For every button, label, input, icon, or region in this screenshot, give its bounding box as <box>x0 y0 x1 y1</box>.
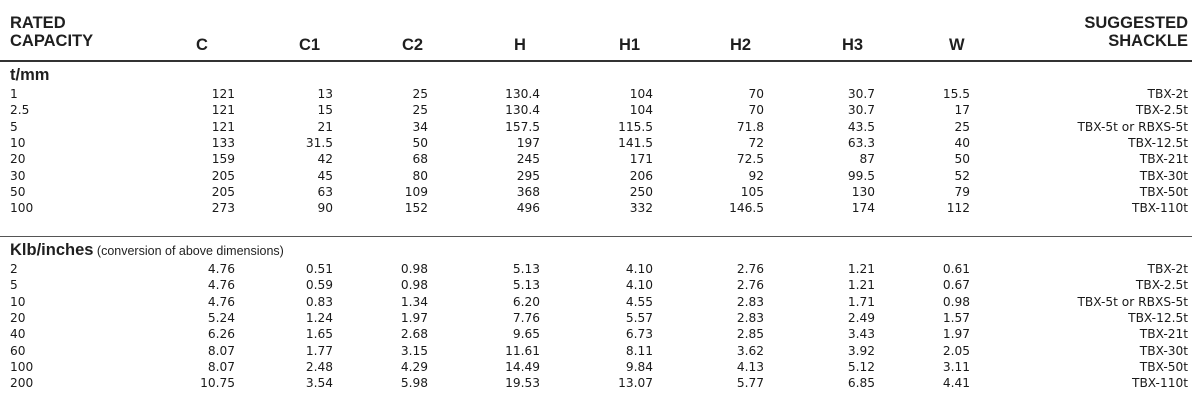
cell-h2: 105 <box>740 184 764 199</box>
cell-shackle: TBX-21t <box>1139 152 1188 167</box>
cell-h2: 2.85 <box>736 327 764 342</box>
rated-capacity-header-line1: RATED <box>10 14 66 32</box>
cell-h3: 99.5 <box>847 168 875 183</box>
cell-c: 8.07 <box>207 343 235 358</box>
cell-c1: 0.59 <box>305 278 333 293</box>
table-row <box>0 375 1200 391</box>
cell-shackle: TBX-50t <box>1139 359 1188 374</box>
table-row <box>0 86 1200 102</box>
cell-w: 79 <box>954 184 970 199</box>
cell-h1: 13.07 <box>618 376 653 391</box>
section-note: (conversion of above dimensions) <box>93 244 284 258</box>
cell-c1: 1.77 <box>305 343 333 358</box>
cell-h: 295 <box>516 168 540 183</box>
cell-h3: 87 <box>859 152 875 167</box>
cell-h1: 6.73 <box>625 327 653 342</box>
cell-c: 4.76 <box>207 294 235 309</box>
cell-shackle: TBX-2t <box>1147 262 1188 276</box>
cell-c: 273 <box>211 201 235 216</box>
column-header-h2: H2 <box>730 36 752 54</box>
table-row <box>0 135 1200 151</box>
cell-c1: 1.65 <box>305 327 333 342</box>
cell-c: 133 <box>211 135 235 150</box>
cell-h3: 30.7 <box>847 103 875 118</box>
table-header <box>0 14 1200 60</box>
cell-capacity: 10 <box>10 135 26 150</box>
cell-w: 1.97 <box>942 327 970 342</box>
cell-shackle: TBX-2t <box>1147 87 1188 101</box>
cell-h: 130.4 <box>505 103 540 118</box>
cell-h: 157.5 <box>505 119 540 134</box>
table-row <box>0 184 1200 200</box>
cell-w: 52 <box>954 168 970 183</box>
cell-capacity: 10 <box>10 294 26 309</box>
cell-c2: 3.15 <box>400 343 428 358</box>
table-row <box>0 151 1200 167</box>
cell-shackle: TBX-5t or RBXS-5t <box>1077 294 1188 309</box>
cell-h: 11.61 <box>505 343 540 358</box>
cell-c1: 3.54 <box>305 376 333 391</box>
cell-h1: 5.57 <box>625 310 653 325</box>
cell-shackle: TBX-30t <box>1139 168 1188 183</box>
cell-h3: 43.5 <box>847 119 875 134</box>
cell-shackle: TBX-2.5t <box>1135 103 1188 118</box>
cell-shackle: TBX-110t <box>1132 376 1188 391</box>
cell-w: 25 <box>954 119 970 134</box>
cell-shackle: TBX-12.5t <box>1128 310 1188 325</box>
cell-h: 5.13 <box>512 262 540 276</box>
column-header-h: H <box>514 36 526 54</box>
cell-h1: 104 <box>629 87 653 101</box>
cell-h2: 71.8 <box>736 119 764 134</box>
cell-c2: 2.68 <box>400 327 428 342</box>
cell-w: 0.67 <box>942 278 970 293</box>
cell-c: 121 <box>211 119 235 134</box>
table-row <box>0 326 1200 342</box>
cell-h1: 104 <box>629 103 653 118</box>
cell-h: 130.4 <box>505 87 540 101</box>
section-title-text: t/mm <box>10 66 50 84</box>
rated-capacity-header <box>10 14 93 50</box>
column-header-w: W <box>949 36 965 54</box>
table-row <box>0 102 1200 118</box>
cell-h3: 174 <box>851 201 875 216</box>
cell-h: 7.76 <box>512 310 540 325</box>
header-rule <box>0 60 1192 62</box>
section-title-text: Klb/inches <box>10 241 94 259</box>
cell-c1: 13 <box>317 87 333 101</box>
cell-c2: 109 <box>404 184 428 199</box>
cell-h3: 63.3 <box>847 135 875 150</box>
cell-c: 6.26 <box>207 327 235 342</box>
cell-h3: 2.49 <box>847 310 875 325</box>
cell-h1: 171 <box>629 152 653 167</box>
cell-c: 8.07 <box>207 359 235 374</box>
cell-w: 40 <box>954 135 970 150</box>
cell-h1: 115.5 <box>618 119 653 134</box>
column-header-c: C <box>196 36 208 54</box>
cell-capacity: 2 <box>10 262 18 276</box>
cell-c1: 0.51 <box>305 262 333 276</box>
cell-c1: 1.24 <box>305 310 333 325</box>
cell-capacity: 60 <box>10 343 26 358</box>
column-header-c2: C2 <box>402 36 424 54</box>
cell-h1: 141.5 <box>618 135 653 150</box>
cell-c2: 80 <box>412 168 428 183</box>
cell-c: 159 <box>211 152 235 167</box>
cell-h1: 332 <box>629 201 653 216</box>
cell-shackle: TBX-5t or RBXS-5t <box>1077 119 1188 134</box>
table-row <box>0 168 1200 184</box>
table-row <box>0 310 1200 326</box>
cell-h3: 1.21 <box>847 278 875 293</box>
cell-h2: 2.76 <box>736 278 764 293</box>
cell-h3: 3.43 <box>847 327 875 342</box>
section-title-imperial <box>10 241 284 260</box>
cell-w: 50 <box>954 152 970 167</box>
cell-h2: 2.83 <box>736 310 764 325</box>
suggested-shackle-header <box>1084 14 1188 50</box>
cell-w: 0.98 <box>942 294 970 309</box>
cell-c2: 0.98 <box>400 278 428 293</box>
cell-capacity: 100 <box>10 201 34 216</box>
cell-w: 2.05 <box>942 343 970 358</box>
table-row <box>0 294 1200 310</box>
cell-h1: 4.10 <box>625 262 653 276</box>
cell-h1: 4.55 <box>625 294 653 309</box>
cell-h3: 3.92 <box>847 343 875 358</box>
cell-h: 14.49 <box>505 359 540 374</box>
cell-shackle: TBX-2.5t <box>1135 278 1188 293</box>
cell-h1: 4.10 <box>625 278 653 293</box>
cell-c2: 1.97 <box>400 310 428 325</box>
cell-capacity: 100 <box>10 359 34 374</box>
cell-h3: 130 <box>851 184 875 199</box>
cell-h: 6.20 <box>512 294 540 309</box>
cell-h1: 206 <box>629 168 653 183</box>
cell-c: 4.76 <box>207 262 235 276</box>
table-row <box>0 200 1200 216</box>
table-row <box>0 277 1200 293</box>
cell-h: 9.65 <box>512 327 540 342</box>
cell-h: 197 <box>516 135 540 150</box>
cell-c1: 15 <box>317 103 333 118</box>
cell-capacity: 2.5 <box>10 103 30 118</box>
cell-h2: 2.83 <box>736 294 764 309</box>
cell-c1: 31.5 <box>305 135 333 150</box>
cell-h3: 6.85 <box>847 376 875 391</box>
cell-h2: 72 <box>748 135 764 150</box>
column-header-h1: H1 <box>619 36 641 54</box>
cell-h: 245 <box>516 152 540 167</box>
cell-h: 19.53 <box>505 376 540 391</box>
cell-h2: 70 <box>748 103 764 118</box>
cell-capacity: 1 <box>10 87 18 101</box>
cell-capacity: 5 <box>10 278 18 293</box>
cell-c: 121 <box>211 103 235 118</box>
cell-h2: 4.13 <box>736 359 764 374</box>
cell-c1: 2.48 <box>305 359 333 374</box>
cell-c1: 63 <box>317 184 333 199</box>
cell-h3: 1.21 <box>847 262 875 276</box>
cell-capacity: 40 <box>10 327 26 342</box>
cell-h2: 146.5 <box>729 201 764 216</box>
cell-shackle: TBX-50t <box>1139 184 1188 199</box>
cell-c2: 1.34 <box>400 294 428 309</box>
cell-capacity: 30 <box>10 168 26 183</box>
cell-h: 496 <box>516 201 540 216</box>
cell-c1: 42 <box>317 152 333 167</box>
cell-h2: 2.76 <box>736 262 764 276</box>
cell-h2: 5.77 <box>736 376 764 391</box>
suggested-shackle-header-line1: SUGGESTED <box>1084 14 1188 32</box>
cell-c2: 25 <box>412 103 428 118</box>
rated-capacity-header-line2: CAPACITY <box>10 32 94 50</box>
cell-w: 4.41 <box>942 376 970 391</box>
column-header-h3: H3 <box>842 36 864 54</box>
cell-h2: 92 <box>748 168 764 183</box>
cell-c2: 4.29 <box>400 359 428 374</box>
cell-c2: 152 <box>404 201 428 216</box>
cell-c: 121 <box>211 87 235 101</box>
cell-c1: 21 <box>317 119 333 134</box>
cell-h1: 8.11 <box>625 343 653 358</box>
cell-c2: 25 <box>412 87 428 101</box>
suggested-shackle-header-line2: SHACKLE <box>1108 32 1188 50</box>
cell-h1: 9.84 <box>625 359 653 374</box>
cell-h: 368 <box>516 184 540 199</box>
cell-w: 17 <box>954 103 970 118</box>
cell-c2: 68 <box>412 152 428 167</box>
cell-w: 112 <box>946 201 970 216</box>
cell-w: 15.5 <box>942 87 970 101</box>
cell-h3: 30.7 <box>847 87 875 101</box>
cell-c2: 0.98 <box>400 262 428 276</box>
section-divider <box>0 236 1192 237</box>
cell-shackle: TBX-21t <box>1139 327 1188 342</box>
table-row <box>0 343 1200 359</box>
cell-h1: 250 <box>629 184 653 199</box>
cell-h: 5.13 <box>512 278 540 293</box>
cell-w: 1.57 <box>942 310 970 325</box>
cell-c2: 5.98 <box>400 376 428 391</box>
cell-capacity: 20 <box>10 152 26 167</box>
cell-c: 205 <box>211 184 235 199</box>
cell-c: 4.76 <box>207 278 235 293</box>
cell-h3: 5.12 <box>847 359 875 374</box>
cell-h2: 70 <box>748 87 764 101</box>
table-row <box>0 119 1200 135</box>
cell-w: 0.61 <box>942 262 970 276</box>
cell-capacity: 5 <box>10 119 18 134</box>
table-row <box>0 261 1200 277</box>
column-header-c1: C1 <box>299 36 321 54</box>
cell-w: 3.11 <box>942 359 970 374</box>
cell-h3: 1.71 <box>847 294 875 309</box>
table-row <box>0 359 1200 375</box>
cell-c1: 90 <box>317 201 333 216</box>
cell-c: 10.75 <box>200 376 235 391</box>
cell-c2: 50 <box>412 135 428 150</box>
cell-shackle: TBX-12.5t <box>1128 135 1188 150</box>
cell-capacity: 20 <box>10 310 26 325</box>
cell-capacity: 200 <box>10 376 34 391</box>
section-title-metric <box>10 66 49 85</box>
cell-shackle: TBX-30t <box>1139 343 1188 358</box>
cell-c: 5.24 <box>207 310 235 325</box>
cell-capacity: 50 <box>10 184 26 199</box>
cell-h2: 3.62 <box>736 343 764 358</box>
cell-h2: 72.5 <box>736 152 764 167</box>
cell-c2: 34 <box>412 119 428 134</box>
cell-c1: 0.83 <box>305 294 333 309</box>
cell-c: 205 <box>211 168 235 183</box>
cell-shackle: TBX-110t <box>1132 201 1188 216</box>
cell-c1: 45 <box>317 168 333 183</box>
